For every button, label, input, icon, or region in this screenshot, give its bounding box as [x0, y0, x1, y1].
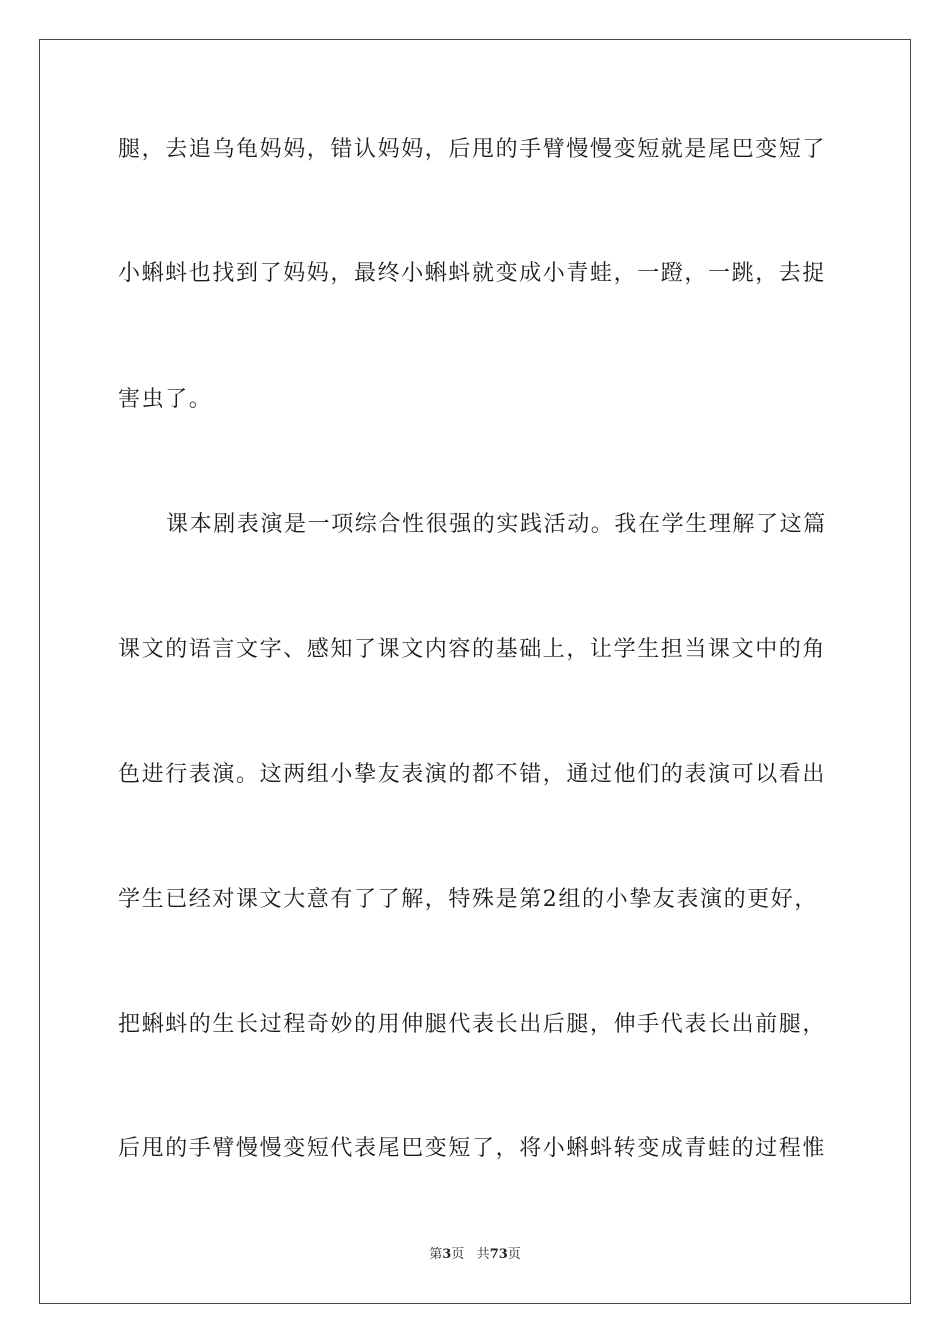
paragraph-line-9: 后甩的手臂慢慢变短代表尾巴变短了，将小蝌蚪转变成青蛙的过程惟: [118, 1136, 827, 1161]
total-label-prefix: 共: [476, 1247, 490, 1262]
page-border: [39, 39, 911, 1304]
page-footer: [0, 1246, 950, 1264]
page-label-suffix: 页: [451, 1247, 465, 1262]
page-label-prefix: 第: [429, 1247, 443, 1262]
paragraph-line-1: 腿，去追乌龟妈妈，错认妈妈，后甩的手臂慢慢变短就是尾巴变短了: [118, 137, 827, 162]
paragraph-line-6: 色进行表演。这两组小挚友表演的都不错，通过他们的表演可以看出: [118, 762, 827, 787]
paragraph-line-5: 课文的语言文字、感知了课文内容的基础上，让学生担当课文中的角: [118, 637, 827, 662]
paragraph-line-2: 小蝌蚪也找到了妈妈，最终小蝌蚪就变成小青蛙，一蹬，一跳，去捉: [118, 261, 827, 286]
paragraph-line-8: 把蝌蚪的生长过程奇妙的用伸腿代表长出后腿，伸手代表长出前腿，: [118, 1012, 827, 1037]
paragraph-line-7: 学生已经对课文大意有了了解，特殊是第2组的小挚友表演的更好，: [118, 887, 818, 912]
total-label-suffix: 页: [507, 1247, 521, 1262]
paragraph-line-4: 课本剧表演是一项综合性很强的实践活动。我在学生理解了这篇: [166, 512, 827, 537]
total-pages: 73: [489, 1247, 508, 1262]
paragraph-line-3: 害虫了。: [118, 387, 213, 412]
page-number: 3: [442, 1247, 452, 1262]
